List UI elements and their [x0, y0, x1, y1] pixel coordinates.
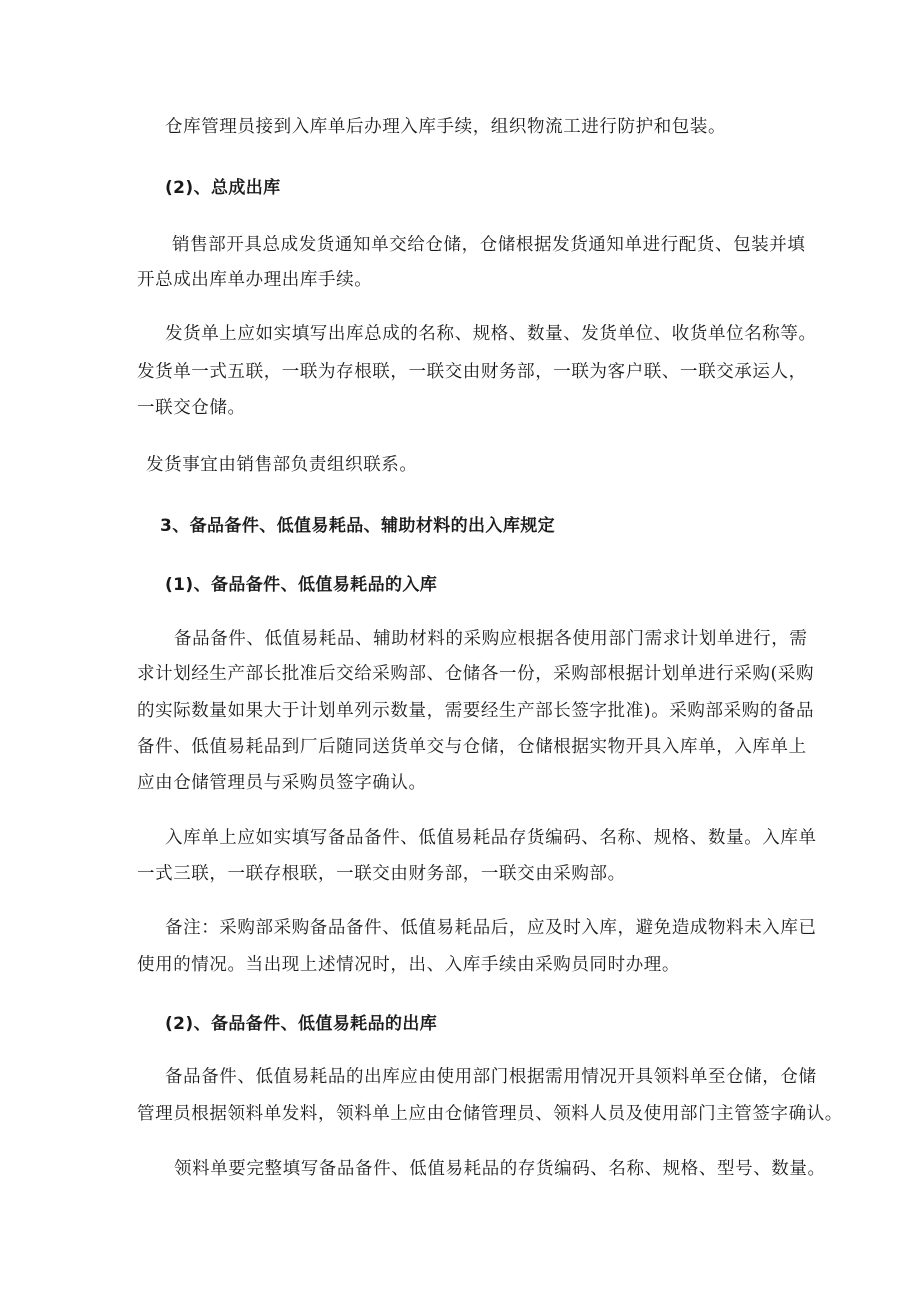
paragraph-line: 领料单要完整填写备品备件、低值易耗品的存货编码、名称、规格、型号、数量。 — [174, 1159, 826, 1179]
subsection-heading: (1)、备品备件、低值易耗品的入库 — [165, 575, 438, 595]
paragraph-line: 发货单一式五联，一联为存根联，一联交由财务部，一联为客户联、一联交承运人， — [137, 362, 807, 382]
paragraph-line: 发货事宜由销售部负责组织联系。 — [146, 455, 418, 475]
paragraph-line: 备品备件、低值易耗品、辅助材料的采购应根据各使用部门需求计划单进行，需 — [174, 629, 808, 649]
section-heading: 3、备品备件、低值易耗品、辅助材料的出入库规定 — [160, 516, 556, 536]
section-heading: (2)、总成出库 — [165, 178, 281, 198]
paragraph-line: 入库单上应如实填写备品备件、低值易耗品存货编码、名称、规格、数量。入库单 — [165, 828, 817, 848]
paragraph-line: 发货单上应如实填写出库总成的名称、规格、数量、发货单位、收货单位名称等。 — [165, 324, 817, 344]
subsection-heading: (2)、备品备件、低值易耗品的出库 — [165, 1014, 438, 1034]
paragraph-line: 备件、低值易耗品到厂后随同送货单交与仓储，仓储根据实物开具入库单，入库单上 — [137, 737, 807, 757]
paragraph-line: 一联交仓储。 — [137, 398, 246, 418]
paragraph-line: 备注：采购部采购备品备件、低值易耗品后，应及时入库，避免造成物料未入库已 — [165, 918, 817, 938]
paragraph-line: 管理员根据领料单发料，领料单上应由仓储管理员、领料人员及使用部门主管签字确认。 — [137, 1104, 843, 1124]
paragraph-line: 的实际数量如果大于计划单列示数量，需要经生产部长签字批准)。采购部采购的备品 — [137, 701, 815, 721]
paragraph-line: 使用的情况。当出现上述情况时，出、入库手续由采购员同时办理。 — [137, 955, 680, 975]
paragraph-line: 开总成出库单办理出库手续。 — [137, 270, 373, 290]
paragraph-line: 销售部开具总成发货通知单交给仓储，仓储根据发货通知单进行配货、包装并填 — [172, 235, 806, 255]
paragraph-line: 应由仓储管理员与采购员签字确认。 — [137, 773, 427, 793]
paragraph-line: 求计划经生产部长批准后交给采购部、仓储各一份，采购部根据计划单进行采购(采购 — [137, 664, 815, 684]
paragraph-line: 备品备件、低值易耗品的出库应由使用部门根据需用情况开具领料单至仓储，仓储 — [165, 1067, 817, 1087]
paragraph-line: 仓库管理员接到入库单后办理入库手续，组织物流工进行防护和包装。 — [165, 117, 727, 137]
paragraph-line: 一式三联，一联存根联，一联交由财务部，一联交由采购部。 — [137, 864, 626, 884]
